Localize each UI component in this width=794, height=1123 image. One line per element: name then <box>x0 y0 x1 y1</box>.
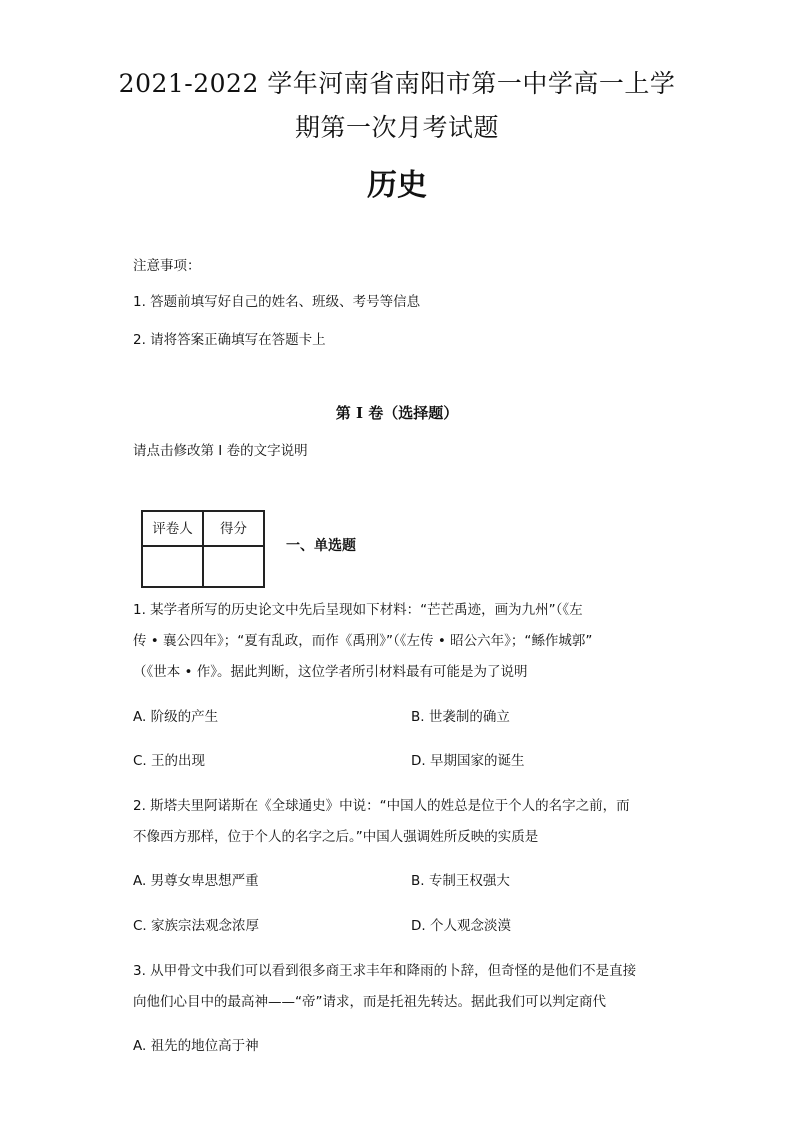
notes-item-1: 1. 答题前填写好自己的姓名、班级、考号等信息 <box>133 294 421 310</box>
question-3-line-2: 向他们心目中的最高神——“帝”请求，而是托祖先转达。据此我们可以判定商代 <box>133 994 606 1010</box>
score-table <box>141 510 265 588</box>
notes-item-2: 2. 请将答案正确填写在答题卡上 <box>133 332 326 348</box>
question-2-option-d[interactable]: D. 个人观念淡漠 <box>411 918 511 934</box>
score-table-header-grader: 评卷人 <box>142 511 203 546</box>
question-2-option-c[interactable]: C. 家族宗法观念浓厚 <box>133 918 260 934</box>
question-2-line-2: 不像西方那样，位于个人的名字之后。”中国人强调姓所反映的实质是 <box>133 829 539 845</box>
score-table-grader-cell[interactable] <box>142 546 203 587</box>
question-1-option-b[interactable]: B. 世袭制的确立 <box>411 709 510 725</box>
score-table-score-cell[interactable] <box>203 546 264 587</box>
question-1-option-c[interactable]: C. 王的出现 <box>133 753 206 769</box>
question-1-line-1: 1. 某学者所写的历史论文中先后呈现如下材料：“芒芒禹迹，画为九州”（《左 <box>133 602 583 618</box>
notes-heading: 注意事项： <box>133 258 201 274</box>
score-table-header-score: 得分 <box>203 511 264 546</box>
part-heading: 一、单选题 <box>286 538 356 554</box>
document-title-line-2: 期第一次月考试题 <box>294 113 499 142</box>
question-2-option-b[interactable]: B. 专制王权强大 <box>411 873 510 889</box>
section-title: 第 I 卷（选择题） <box>335 404 459 422</box>
question-2-line-1: 2. 斯塔夫里阿诺斯在《全球通史》中说：“中国人的姓总是位于个人的名字之前，而 <box>133 798 630 814</box>
question-2-option-a[interactable]: A. 男尊女卑思想严重 <box>133 873 259 889</box>
question-3-line-1: 3. 从甲骨文中我们可以看到很多商王求丰年和降雨的卜辞，但奇怪的是他们不是直接 <box>133 963 637 979</box>
question-1-option-a[interactable]: A. 阶级的产生 <box>133 709 219 725</box>
document-title-line-1: 2021-2022 学年河南省南阳市第一中学高一上学 <box>118 69 676 98</box>
question-3-option-a[interactable]: A. 祖先的地位高于神 <box>133 1038 259 1054</box>
question-1-line-3: （《世本 • 作》。据此判断，这位学者所引材料最有可能是为了说明 <box>133 664 528 680</box>
question-1-line-2: 传 • 襄公四年》；“夏有乱政，而作《禹刑》”（《左传 • 昭公六年》；“鲧作城郭” <box>133 633 593 649</box>
subject-title: 历史 <box>367 168 427 203</box>
question-1-option-d[interactable]: D. 早期国家的诞生 <box>411 753 525 769</box>
section-instruction: 请点击修改第 I 卷的文字说明 <box>133 443 308 459</box>
